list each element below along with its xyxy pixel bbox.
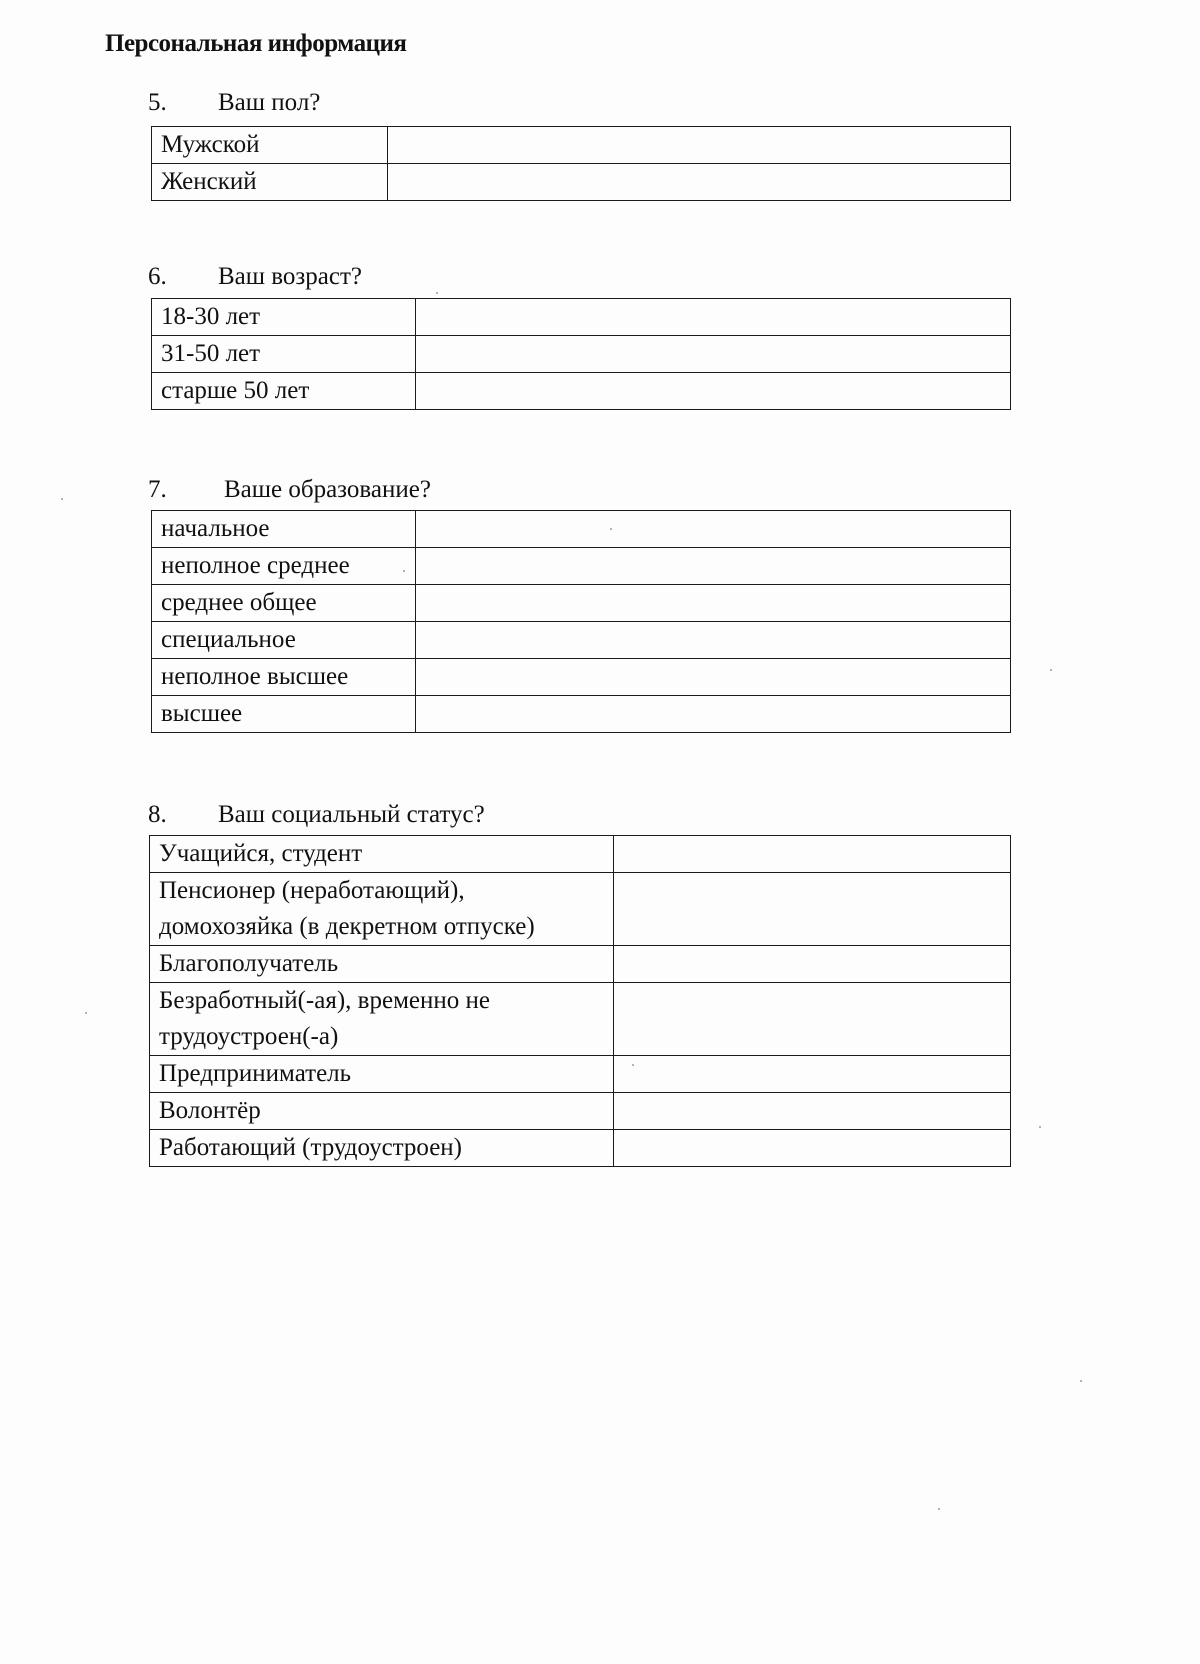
question-text: Ваш социальный статус? (218, 801, 485, 828)
education-options-table (151, 510, 1011, 733)
scan-speck (403, 570, 405, 572)
table-row (152, 622, 1011, 659)
option-line: Предприниматель (159, 1060, 352, 1087)
answer-cell[interactable] (416, 299, 1011, 336)
option-line: трудоустроен(-а) (159, 1023, 339, 1050)
answer-cell[interactable] (416, 511, 1011, 548)
option-label (150, 983, 614, 1056)
social-status-options-table (149, 835, 1011, 1167)
scan-speck (938, 1508, 940, 1510)
table-row (150, 836, 1011, 873)
option-label: высшее (152, 696, 416, 733)
question-number: 6. (148, 263, 167, 290)
scan-speck (85, 1012, 87, 1014)
question-6 (148, 262, 362, 292)
table-row (152, 373, 1011, 410)
question-8 (148, 800, 485, 830)
table-row (150, 1056, 1011, 1093)
answer-cell[interactable] (614, 1130, 1011, 1167)
option-line: Пенсионер (неработающий), (159, 877, 465, 904)
scan-speck (61, 498, 63, 500)
table-row (152, 696, 1011, 733)
option-label: Женский (152, 164, 388, 201)
question-text: Ваш возраст? (218, 263, 362, 290)
scan-speck (1080, 1380, 1082, 1382)
table-row (150, 1130, 1011, 1167)
table-row (150, 873, 1011, 946)
answer-cell[interactable] (416, 622, 1011, 659)
option-label: старше 50 лет (152, 373, 416, 410)
answer-cell[interactable] (416, 696, 1011, 733)
scan-speck (1050, 669, 1052, 671)
question-number: 8. (148, 801, 167, 828)
answer-cell[interactable] (416, 373, 1011, 410)
option-label (150, 1093, 614, 1130)
answer-cell[interactable] (614, 1093, 1011, 1130)
answer-cell[interactable] (614, 836, 1011, 873)
option-label: среднее общее (152, 585, 416, 622)
option-label: 18-30 лет (152, 299, 416, 336)
option-label (150, 836, 614, 873)
question-number: 5. (148, 89, 167, 116)
table-row (152, 585, 1011, 622)
table-row (152, 548, 1011, 585)
question-7 (148, 475, 431, 505)
scan-speck (610, 528, 612, 530)
option-label: 31-50 лет (152, 336, 416, 373)
answer-cell[interactable] (614, 873, 1011, 946)
answer-cell[interactable] (416, 585, 1011, 622)
option-label (150, 873, 614, 946)
answer-cell[interactable] (416, 336, 1011, 373)
option-label: неполное высшее (152, 659, 416, 696)
gender-options-table (151, 126, 1011, 201)
scan-speck (436, 292, 438, 294)
option-line: домохозяйка (в декретном отпуске) (159, 913, 535, 940)
scan-speck (1039, 1126, 1041, 1128)
question-text: Ваше образование? (224, 476, 431, 503)
option-label (150, 946, 614, 983)
question-5 (148, 88, 321, 118)
option-label: неполное среднее (152, 548, 416, 585)
table-row (152, 336, 1011, 373)
option-line: Работающий (трудоустроен) (159, 1134, 463, 1161)
question-number: 7. (148, 476, 167, 503)
answer-cell[interactable] (614, 946, 1011, 983)
table-row (152, 659, 1011, 696)
scan-speck (632, 1064, 634, 1066)
option-label (150, 1056, 614, 1093)
option-line: Волонтёр (159, 1097, 261, 1124)
option-label: начальное (152, 511, 416, 548)
answer-cell[interactable] (416, 659, 1011, 696)
answer-cell-male[interactable] (388, 127, 1011, 164)
answer-cell[interactable] (416, 548, 1011, 585)
question-text: Ваш пол? (218, 89, 321, 116)
option-label: Мужской (152, 127, 388, 164)
table-row (152, 511, 1011, 548)
table-row (150, 1093, 1011, 1130)
option-label (150, 1130, 614, 1167)
option-label: специальное (152, 622, 416, 659)
table-row (152, 164, 1011, 201)
option-line: Безработный(-ая), временно не (159, 987, 490, 1014)
table-row (152, 127, 1011, 164)
page-title: Персональная информация (105, 30, 407, 57)
table-row (152, 299, 1011, 336)
answer-cell[interactable] (614, 983, 1011, 1056)
age-options-table (151, 298, 1011, 410)
answer-cell-female[interactable] (388, 164, 1011, 201)
option-line: Учащийся, студент (159, 840, 363, 867)
table-row (150, 946, 1011, 983)
answer-cell[interactable] (614, 1056, 1011, 1093)
option-line: Благополучатель (159, 950, 339, 977)
table-row (150, 983, 1011, 1056)
